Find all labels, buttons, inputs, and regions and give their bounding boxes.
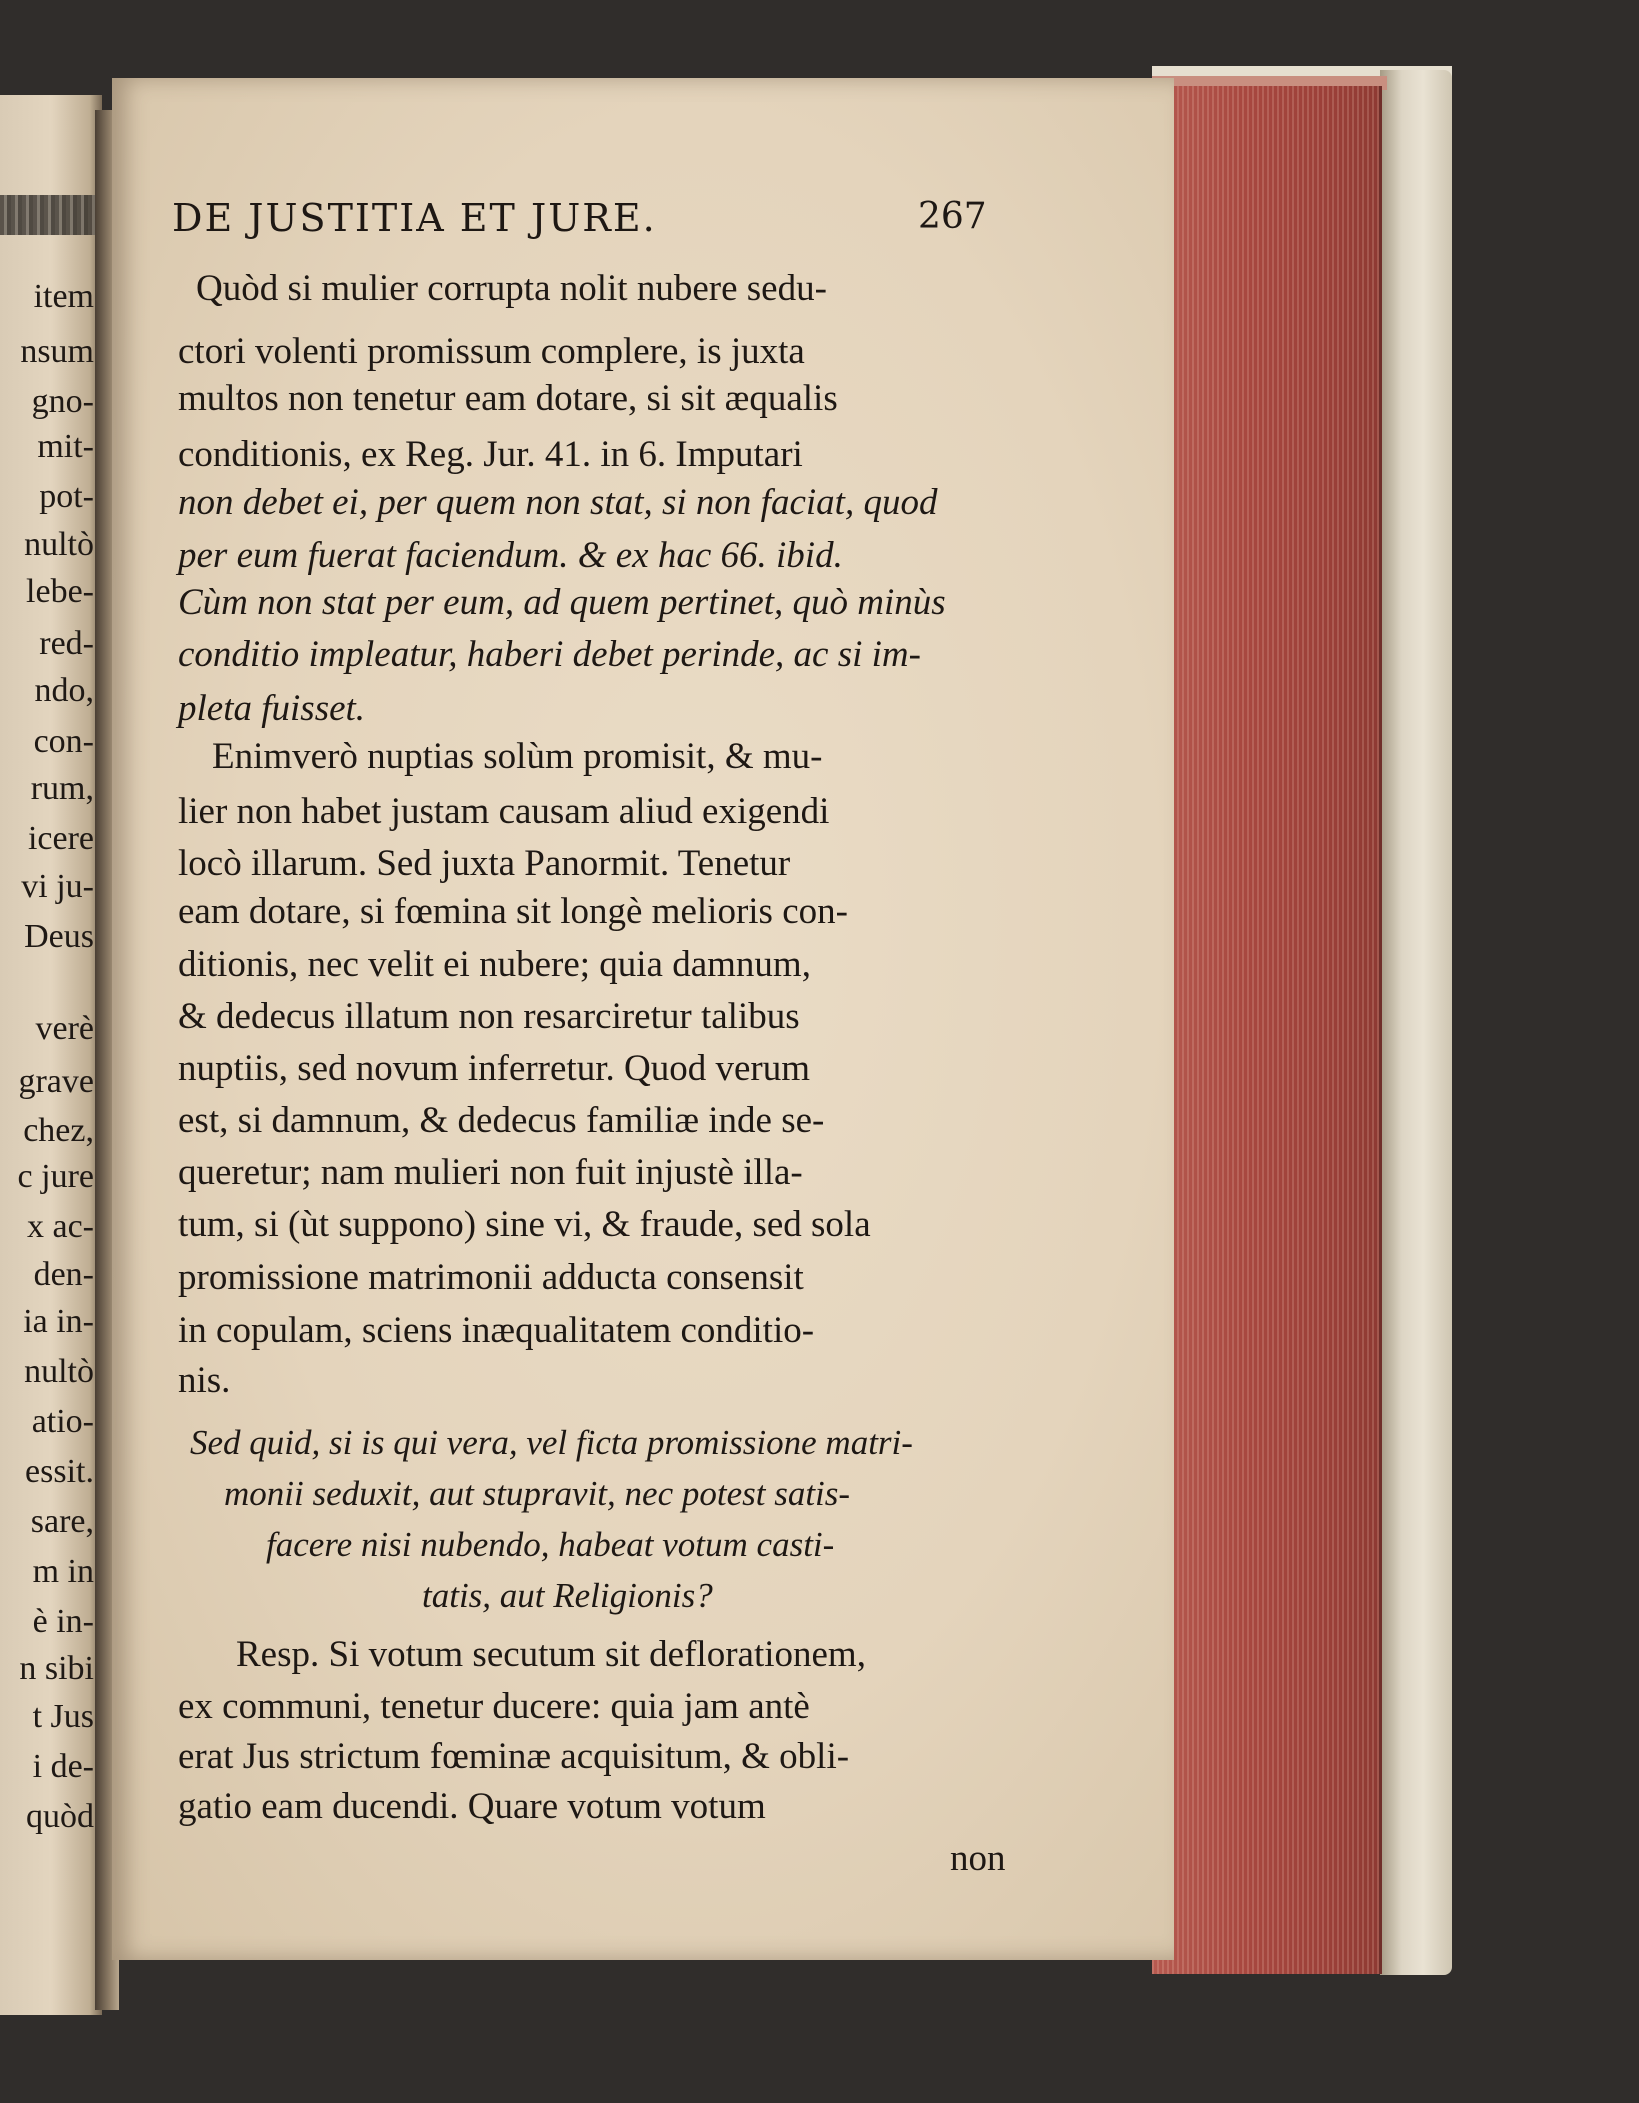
body-line: ctori volenti promissum complere, is juxta: [178, 331, 805, 372]
body-line: conditio impleatur, haberi debet perinde, ac si im-: [178, 634, 921, 675]
body-line: tum, si (ùt suppono) sine vi, & fraude, sed sola: [178, 1204, 871, 1245]
previous-page-line-fragment: ndo,: [34, 674, 94, 708]
answer-line: erat Jus strictum fœminæ acquisitum, & obli-: [178, 1736, 850, 1777]
body-line: & dedecus illatum non resarciretur talibus: [178, 996, 800, 1037]
answer-line: Resp. Si votum secutum sit deflorationem,: [236, 1634, 866, 1675]
previous-page-line-fragment: pot-: [39, 480, 94, 514]
previous-page-line-fragment: icere: [27, 822, 94, 856]
previous-page-line-fragment: m in: [32, 1555, 94, 1589]
previous-page-line-fragment: c jure: [17, 1160, 94, 1194]
previous-page-line-fragment: vi ju-: [21, 870, 94, 904]
previous-page-line-fragment: sare,: [30, 1505, 94, 1539]
body-line: nis.: [178, 1360, 231, 1401]
previous-page-line-fragment: Deus: [24, 920, 94, 954]
question-line: facere nisi nubendo, habeat votum casti-: [266, 1525, 835, 1564]
previous-page-line-fragment: è in-: [32, 1605, 94, 1639]
body-line: ditionis, nec velit ei nubere; quia damnum,: [178, 944, 811, 985]
body-line: promissione matrimonii adducta consensit: [178, 1257, 804, 1298]
previous-page-line-fragment: con-: [33, 725, 94, 759]
previous-page-line-fragment: mit-: [37, 430, 94, 464]
body-line: lier non habet justam causam aliud exigendi: [178, 791, 830, 832]
body-line: Quòd si mulier corrupta nolit nubere sedu-: [196, 268, 827, 309]
body-line: non debet ei, per quem non stat, si non faciat, quod: [178, 482, 938, 523]
previous-page-line-fragment: den-: [33, 1258, 94, 1292]
previous-page-line-fragment: nultò: [24, 528, 94, 562]
previous-page-line-fragment: verè: [35, 1012, 94, 1046]
previous-page-line-fragment: nsum: [20, 335, 94, 369]
previous-page-line-fragment: lebe-: [26, 575, 94, 609]
body-line: est, si damnum, & dedecus familiæ inde se-: [178, 1100, 825, 1141]
previous-page-line-fragment: nultò: [24, 1355, 94, 1389]
previous-page-line-fragment: n sibi: [19, 1652, 94, 1686]
previous-page-line-fragment: x ac-: [26, 1210, 94, 1244]
body-line: eam dotare, si fœmina sit longè melioris con-: [178, 891, 848, 932]
previous-page-line-fragment: rum,: [30, 772, 94, 806]
answer-line: gatio eam ducendi. Quare votum votum: [178, 1786, 766, 1827]
catchword: non: [950, 1838, 1006, 1879]
body-line: in copulam, sciens inæqualitatem conditio-: [178, 1310, 815, 1351]
previous-page-line-fragment: grave: [18, 1065, 94, 1099]
question-line: tatis, aut Religionis?: [422, 1576, 713, 1615]
previous-page-line-fragment: gno-: [31, 385, 94, 419]
headband: [0, 195, 102, 235]
running-head: DE JUSTITIA ET JURE.: [172, 196, 657, 240]
body-line: conditionis, ex Reg. Jur. 41. in 6. Imputari: [178, 434, 803, 475]
previous-page-line-fragment: red-: [39, 627, 94, 661]
red-fore-edge: [1152, 86, 1382, 1974]
previous-page-line-fragment: essit.: [25, 1455, 94, 1489]
body-line: locò illarum. Sed juxta Panormit. Tenetur: [178, 843, 791, 884]
body-line: multos non tenetur eam dotare, si sit æqualis: [178, 378, 838, 419]
vellum-cover: [1380, 70, 1452, 1975]
body-line: nuptiis, sed novum inferretur. Quod verum: [178, 1048, 810, 1089]
previous-page-line-fragment: quòd: [26, 1800, 94, 1834]
body-line: per eum fuerat faciendum. & ex hac 66. ibid.: [178, 535, 843, 576]
body-line: pleta fuisset.: [178, 688, 366, 729]
previous-page-line-fragment: ia in-: [23, 1305, 94, 1339]
previous-page-line-fragment: i de-: [32, 1750, 94, 1784]
question-line: Sed quid, si is qui vera, vel ficta promissione matri-: [190, 1423, 913, 1462]
previous-page-line-fragment: item: [33, 280, 94, 314]
question-line: monii seduxit, aut stupravit, nec potest satis-: [224, 1474, 851, 1513]
body-line: Cùm non stat per eum, ad quem pertinet, quò minùs: [178, 582, 946, 623]
previous-page-line-fragment: atio-: [31, 1405, 94, 1439]
previous-page-line-fragment: t Jus: [32, 1700, 94, 1734]
page-number: 267: [918, 196, 987, 237]
previous-page-line-fragment: chez,: [23, 1114, 94, 1148]
body-line: queretur; nam mulieri non fuit injustè illa-: [178, 1152, 803, 1193]
body-line: Enimverò nuptias solùm promisit, & mu-: [212, 736, 823, 777]
answer-line: ex communi, tenetur ducere: quia jam antè: [178, 1686, 810, 1727]
